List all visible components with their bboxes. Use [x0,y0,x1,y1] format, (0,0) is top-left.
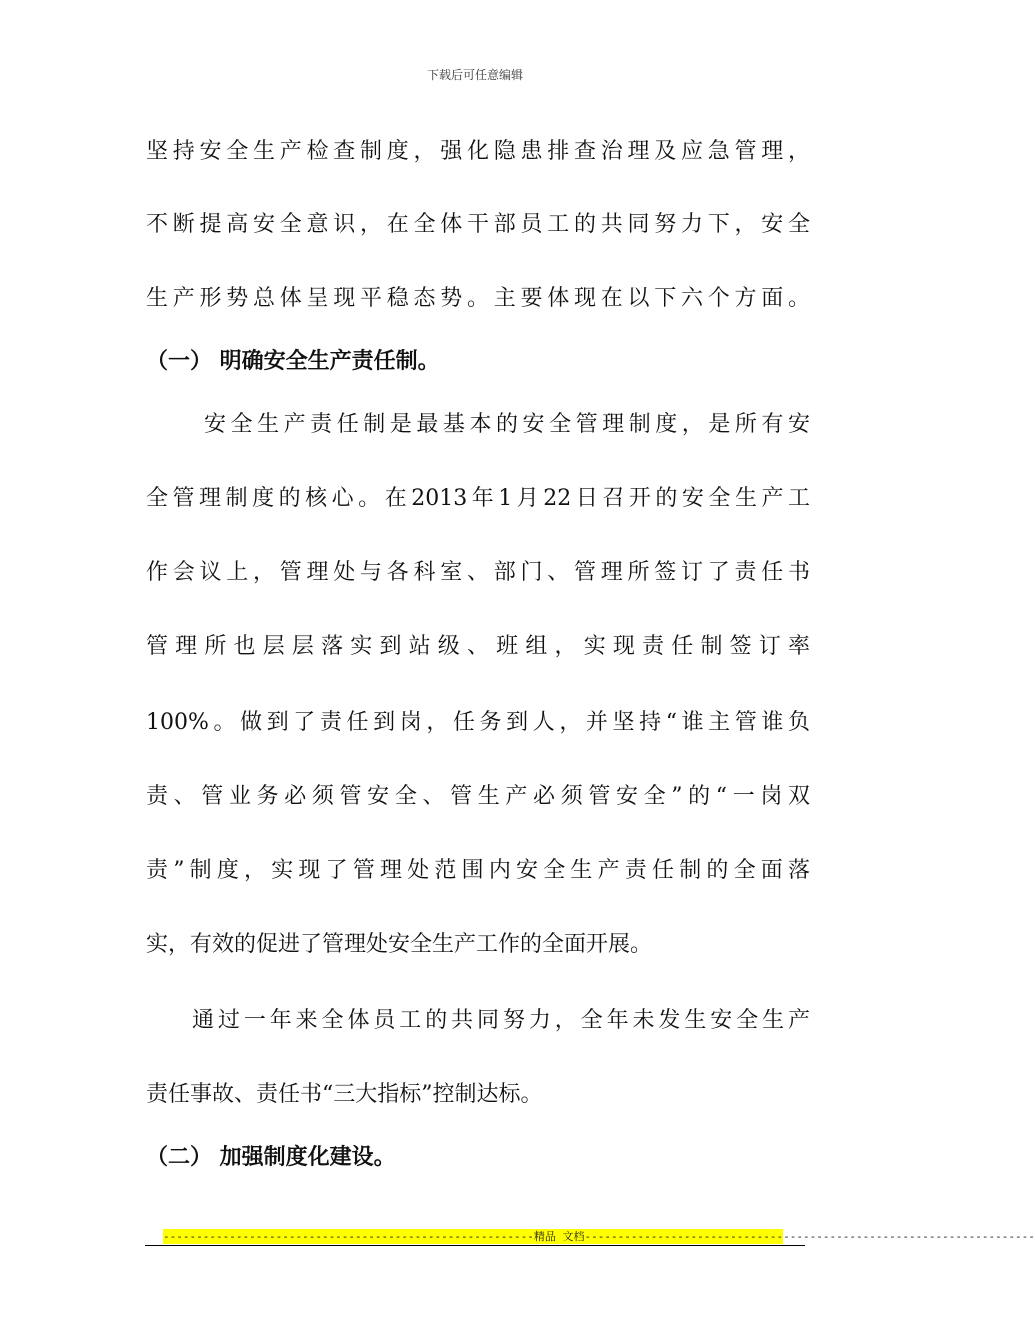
paragraph-line: 责任事故、责任书“三大指标”控制达标。 [146,1082,543,1107]
paragraph-line: 100%。做到了责任到岗，任务到人，并坚持“谁主管谁负 [146,710,810,735]
paragraph-line: 通过一年来全体员工的共同努力，全年未发生安全生产 [192,1008,810,1033]
footer-text: --------------------------------------------------------精品 文档-------------------------------------------------------------------- [163,1230,1035,1243]
section-heading-1: （一） 明确安全生产责任制。 [146,349,440,374]
paragraph-line: 全管理制度的核心。在2013年1月22日召开的安全生产工 [146,486,810,511]
footer-divider [145,1245,805,1246]
paragraph-line: 不断提高安全意识，在全体干部员工的共同努力下，安全 [146,212,810,237]
page-header: 下载后可任意编辑 [426,68,523,82]
paragraph-line: 坚持安全生产检查制度，强化隐患排查治理及应急管理， [146,139,810,164]
paragraph-line: 实，有效的促进了管理处安全生产工作的全面开展。 [146,932,653,957]
paragraph-line: 作会议上，管理处与各科室、部门、管理所签订了责任书 [146,560,810,585]
paragraph-line: 管理所也层层落实到站级、班组，实现责任制签订率 [146,634,810,659]
section-heading-2: （二） 加强制度化建设。 [146,1145,396,1170]
paragraph-line: 生产形势总体呈现平稳态势。主要体现在以下六个方面。 [146,286,810,311]
paragraph-line: 责、管业务必须管安全、管生产必须管安全”的“一岗双 [146,784,810,809]
paragraph-line: 责”制度，实现了管理处范围内安全生产责任制的全面落 [146,858,810,883]
paragraph-line: 安全生产责任制是最基本的安全管理制度，是所有安 [204,412,810,437]
